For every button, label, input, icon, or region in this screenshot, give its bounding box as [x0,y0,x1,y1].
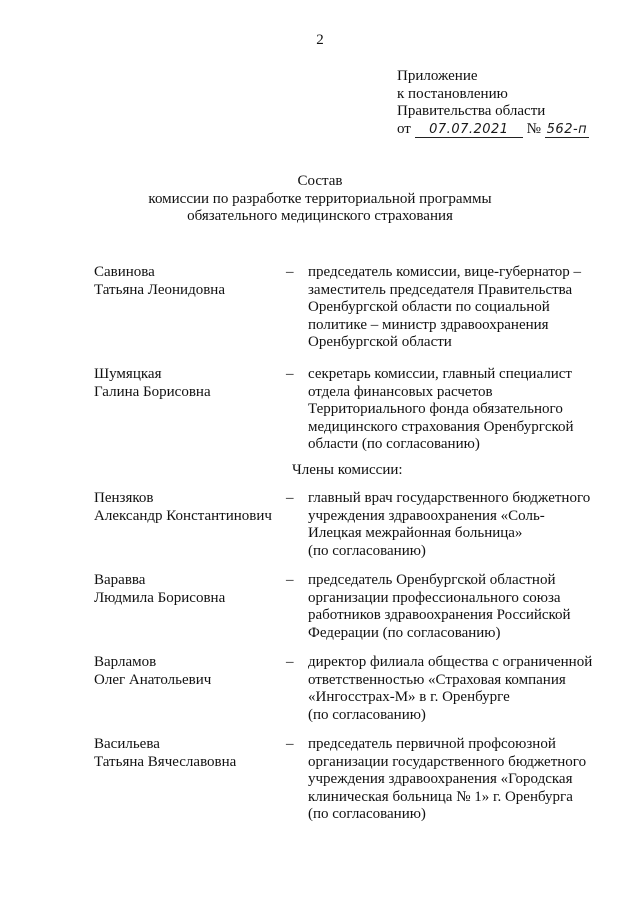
role-line: Федерации (по согласованию) [308,624,501,641]
member-name [94,736,286,824]
role-line: Оренбургской области [308,334,452,351]
member-surname: Варавва [94,572,146,588]
number-prefix: № [526,120,541,137]
role-line: организации государственного бюджетного [308,753,587,770]
dash-separator: – [286,736,294,752]
member-entry [94,736,608,824]
member-given: Татьяна Вячеславовна [94,753,237,770]
member-given: Людмила Борисовна [94,589,226,606]
role-line: председатель комиссии, вице-губернатор – [308,264,581,280]
dash-separator: – [286,572,294,588]
role-line: заместитель председателя Правительства [308,281,573,298]
member-given: Татьяна Леонидовна [94,281,225,298]
member-name [94,264,286,352]
role-line: (по согласованию) [308,706,426,723]
date-prefix: от [397,120,411,137]
member-entry [94,654,608,724]
role-line: отдела финансовых расчетов [308,383,493,400]
role-line: медицинского страхования Оренбургской [308,418,574,435]
member-entry [94,264,608,352]
role-line: директор филиала общества с ограниченной [308,654,593,670]
role-line: работников здравоохранения Российской [308,607,571,624]
role-line: учреждения здравоохранения «Городская [308,771,573,788]
role-line: Илецкая межрайонная больница» [308,525,523,542]
dash-separator: – [286,490,294,506]
member-name [94,490,286,560]
member-name [94,366,286,454]
members-heading: Члены комиссии: [292,462,403,478]
role-line: Территориального фонда обязательного [308,401,563,418]
title-line: комиссии по разработке территориальной программы [148,190,492,207]
member-entry [94,490,608,560]
member-name [94,572,286,642]
member-role [308,572,608,642]
dash-separator: – [286,264,294,280]
dash-separator: – [286,366,294,382]
handwritten-number: 562-п [546,121,588,137]
role-line: Оренбургской области по социальной [308,299,550,316]
member-surname: Шумяцкая [94,366,162,382]
page-number: 2 [316,32,324,48]
member-given: Олег Анатольевич [94,671,212,688]
role-line: председатель первичной профсоюзной [308,736,556,752]
appendix-block [397,68,589,138]
role-line: секретарь комиссии, главный специалист [308,366,572,382]
member-role [308,264,608,352]
member-role [308,490,608,560]
role-line: председатель Оренбургской областной [308,572,556,588]
role-line: организации профессионального союза [308,589,561,606]
role-line: области (по согласованию) [308,436,480,453]
member-given: Галина Борисовна [94,383,211,400]
appendix-line: к постановлению [397,85,508,102]
member-surname: Васильева [94,736,160,752]
member-entry [94,366,608,454]
document-title [0,173,640,226]
member-entry [94,572,608,642]
appendix-line: Приложение [397,68,478,84]
member-surname: Савинова [94,264,155,280]
member-surname: Пензяков [94,490,154,506]
role-line: учреждения здравоохранения «Соль- [308,507,545,524]
role-line: «Ингосстрах-М» в г. Оренбурге [308,689,510,706]
handwritten-date: 07.07.2021 [429,121,509,137]
dash-separator: – [286,654,294,670]
member-role [308,654,608,724]
role-line: политике – министр здравоохранения [308,316,549,333]
title-line: Состав [297,173,343,189]
member-given: Александр Константинович [94,507,272,524]
role-line: (по согласованию) [308,806,426,823]
appendix-line: Правительства области [397,103,546,120]
role-line: (по согласованию) [308,542,426,559]
role-line: ответственностью «Страховая компания [308,671,566,688]
member-role [308,366,608,454]
member-name [94,654,286,724]
role-line: клиническая больница № 1» г. Оренбурга [308,788,573,805]
appendix-date-line [397,121,589,139]
member-surname: Варламов [94,654,157,670]
member-role [308,736,608,824]
title-line: обязательного медицинского страхования [187,208,453,225]
role-line: главный врач государственного бюджетного [308,490,591,506]
